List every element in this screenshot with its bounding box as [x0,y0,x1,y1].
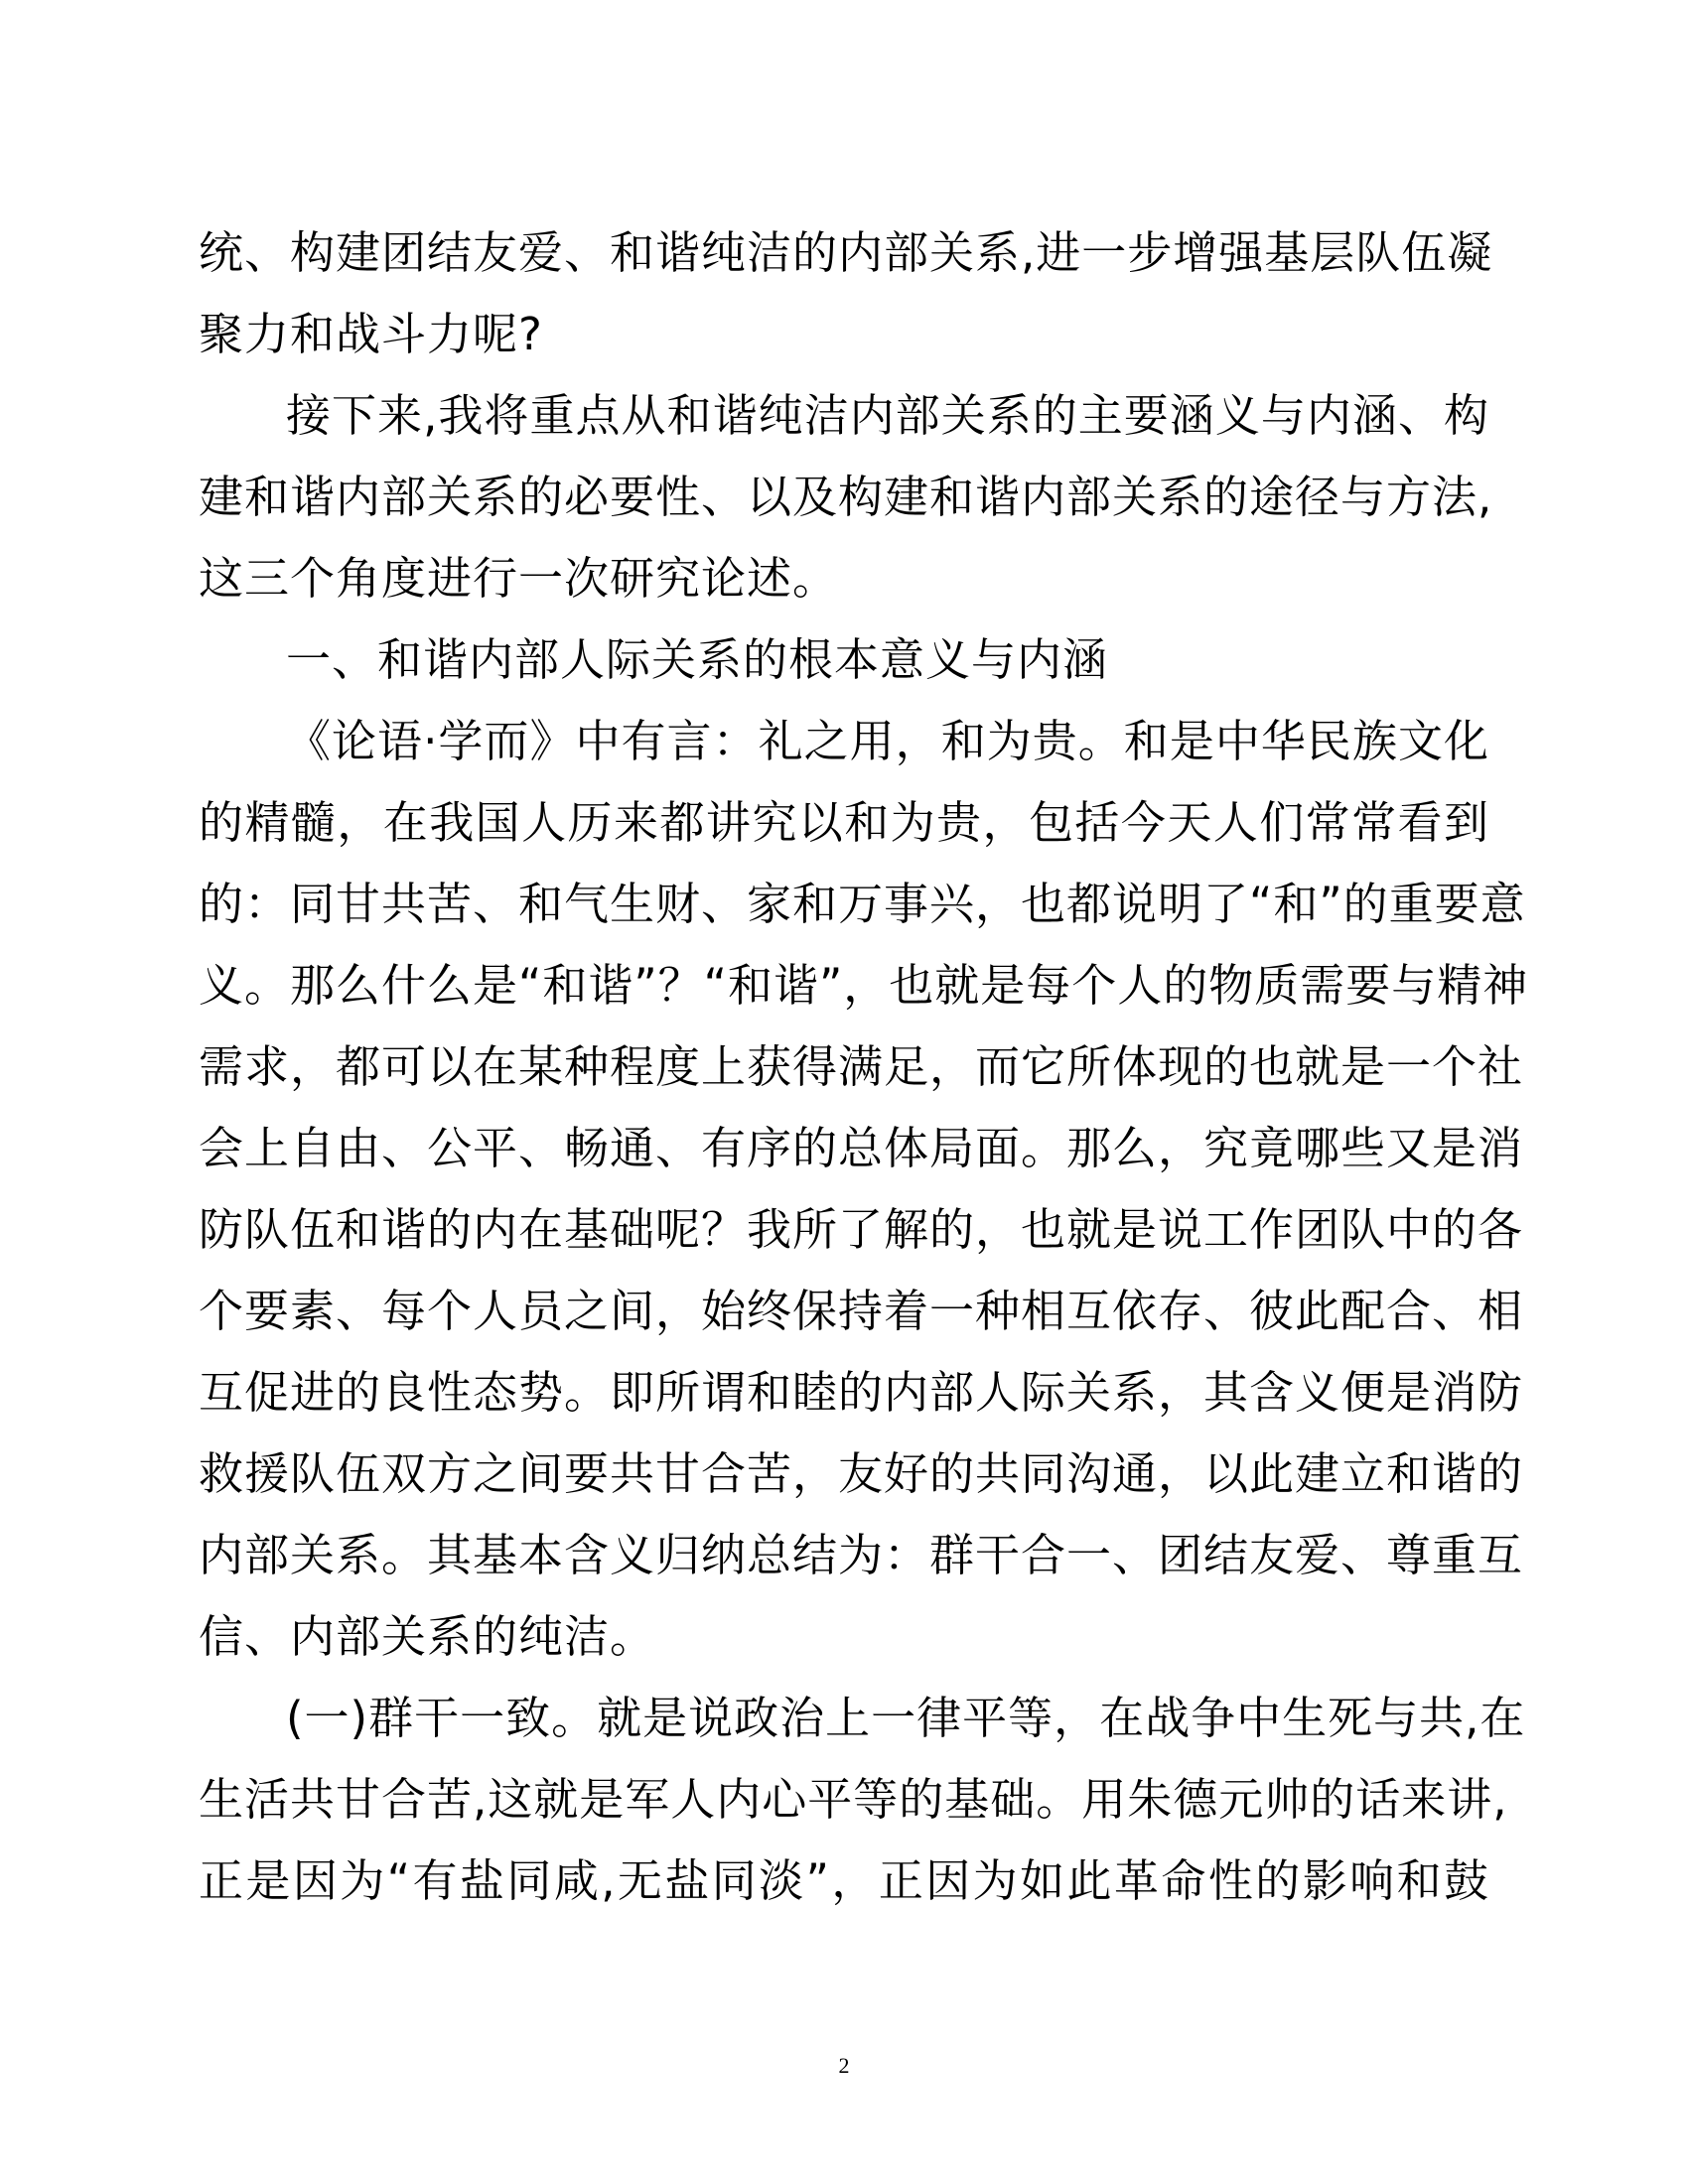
text-line: 聚力和战斗力呢? [199,308,543,360]
text-line: 生活共甘合苦,这就是军人内心平等的基础。用朱德元帅的话来讲, [199,1773,1508,1826]
body-text [199,212,1529,1922]
text-line: 义。那么什么是“和谐”？“和谐”，也就是每个人的物质需要与精神 [199,959,1529,1012]
text-line: 防队伍和谐的内在基础呢？我所了解的，也就是说工作团队中的各 [199,1203,1524,1256]
text-line: 正是因为“有盐同咸,无盐同淡”，正因为如此革命性的影响和鼓 [199,1854,1489,1907]
text-line: 互促进的良性态势。即所谓和睦的内部人际关系，其含义便是消防 [199,1366,1524,1419]
paragraph-start-line: 《论语·学而》中有言：礼之用，和为贵。和是中华民族文化 [286,715,1489,767]
text-line: 信、内部关系的纯洁。 [199,1610,656,1663]
text-line: 救援队伍双方之间要共甘合苦，友好的共同沟通，以此建立和谐的 [199,1447,1524,1500]
section-heading: 一、和谐内部人际关系的根本意义与内涵 [286,633,1109,686]
text-line: 内部关系。其基本含义归纳总结为：群干合一、团结友爱、尊重互 [199,1529,1524,1581]
subsection-start-line: (一)群干一致。就是说政治上一律平等，在战争中生死与共,在 [286,1692,1526,1744]
text-line: 这三个角度进行一次研究论述。 [199,552,839,605]
text-line: 个要素、每个人员之间，始终保持着一种相互依存、彼此配合、相 [199,1285,1524,1337]
text-line: 会上自由、公平、畅通、有序的总体局面。那么，究竟哪些又是消 [199,1122,1524,1174]
page-number: 2 [838,2053,850,2078]
text-line: 的：同甘共苦、和气生财、家和万事兴，也都说明了“和”的重要意 [199,878,1526,930]
text-line: 统、构建团结友爱、和谐纯洁的内部关系,进一步增强基层队伍凝 [199,226,1493,279]
text-line: 的精髓，在我国人历来都讲究以和为贵，包括今天人们常常看到 [199,796,1489,849]
paragraph-start-line: 接下来,我将重点从和谐纯洁内部关系的主要涵义与内涵、构 [286,389,1489,442]
text-line: 建和谐内部关系的必要性、以及构建和谐内部关系的途径与方法, [199,471,1493,523]
text-line: 需求，都可以在某种程度上获得满足，而它所体现的也就是一个社 [199,1040,1524,1093]
